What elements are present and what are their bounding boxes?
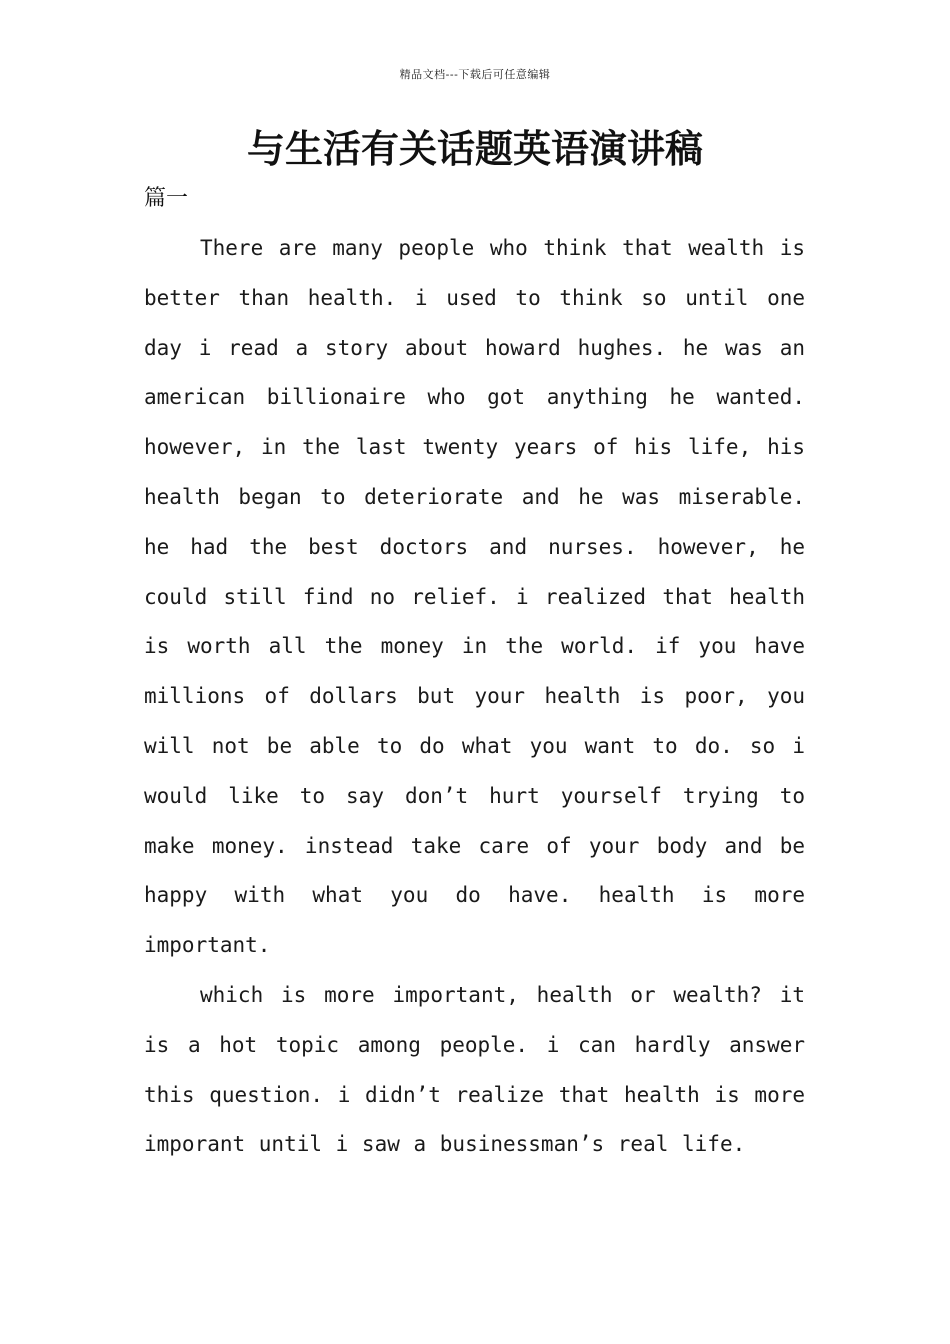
section-label: 篇一 bbox=[144, 186, 189, 211]
paragraph-1: There are many people who think that wealth is better than health. i used to think so until one day i read a story about howard hughes. he was an american billionaire who got anything he wanted. however, in the last twenty years of his life, his health began to deteriorate and he was miserable. he had the best doctors and nurses. however, he could still find no relief. i realized that health is worth all the money in the world. if you have millions of dollars but your health is poor, you will not be able to do what you want to do. so i would like to say don’t hurt yourself trying to make money. instead take care of your body and be happy with what you do have. health is more important. bbox=[144, 236, 805, 958]
page-header: 精品文档---下载后可任意编辑 bbox=[399, 68, 551, 81]
document-body bbox=[144, 224, 805, 1170]
paragraph-2: which is more important, health or wealth? it is a hot topic among people. i can hardly answer this question. i didn’t realize that health is more imporant until i saw a businessman’s real life. bbox=[144, 982, 805, 1157]
document-title: 与生活有关话题英语演讲稿 bbox=[246, 127, 703, 171]
